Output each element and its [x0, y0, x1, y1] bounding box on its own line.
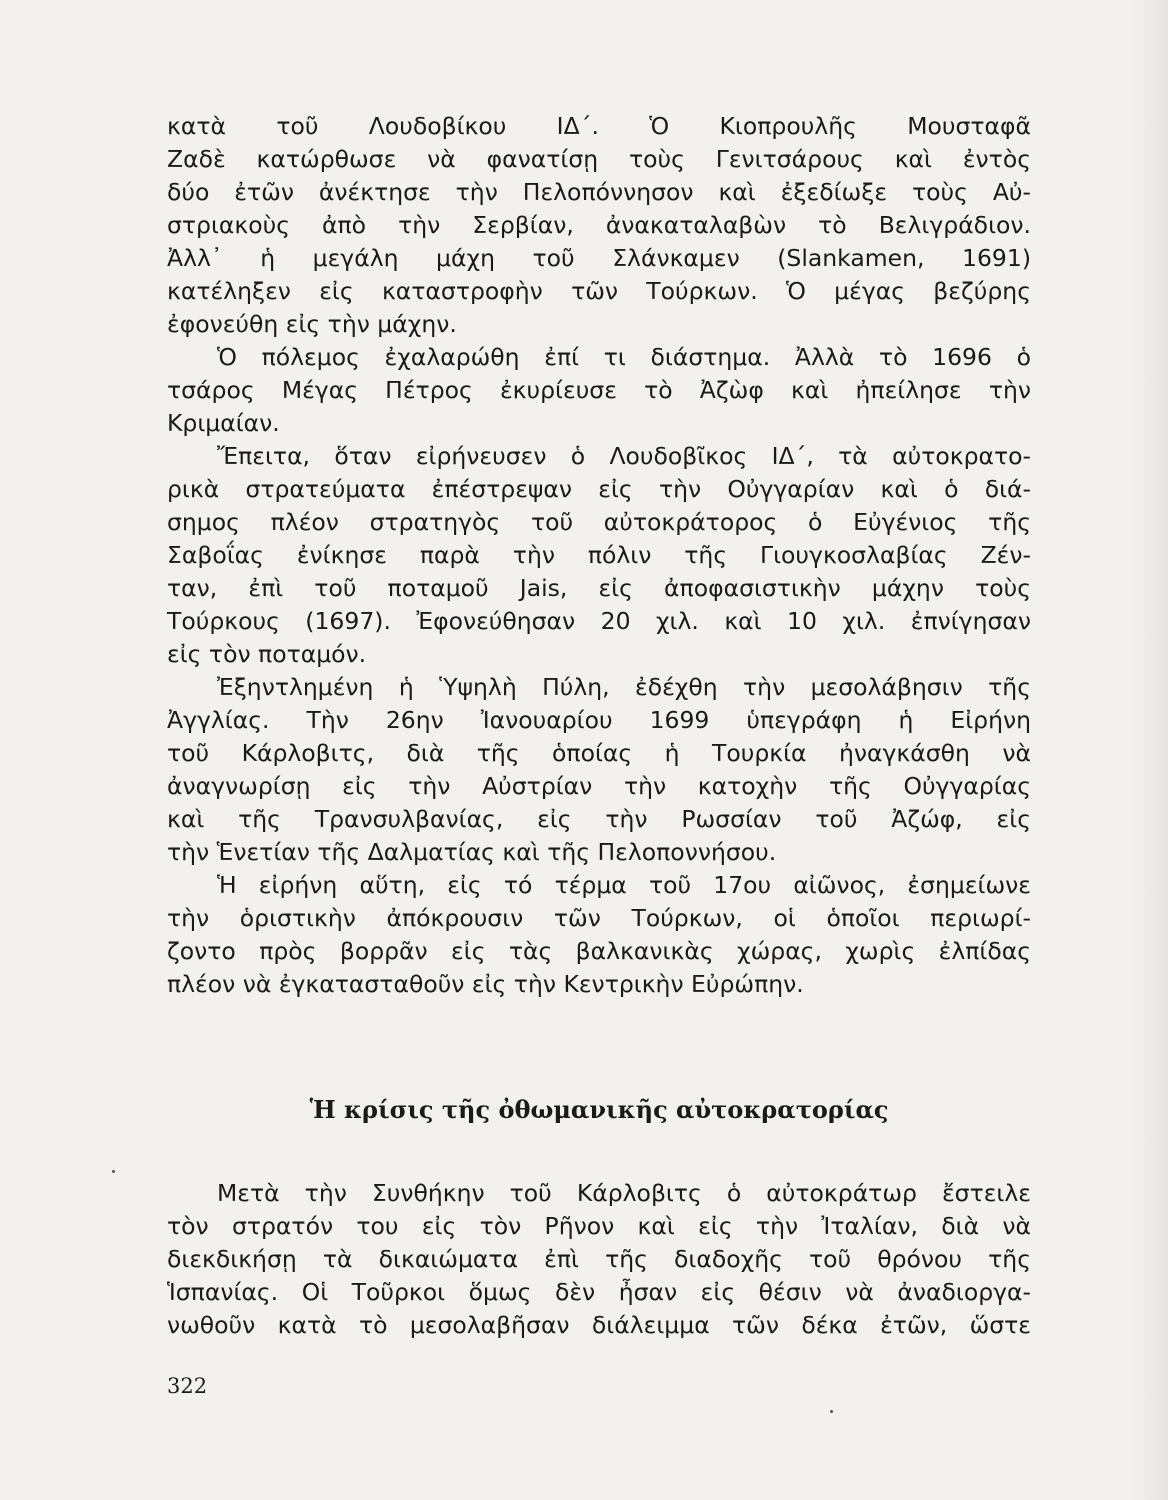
text-line: ἀναγνωρίσῃ εἰς τὴν Αὐστρίαν τὴν κατοχὴν τῆς Οὐγγαρίας [167, 772, 1031, 800]
speck-mark [830, 1410, 833, 1413]
page-number: 322 [167, 1374, 208, 1398]
text-line: Ἀλλ᾽ ἡ μεγάλη μάχη τοῦ Σλάνκαμεν (Slankamen, 1691) [167, 244, 1031, 272]
text-line: Ἱσπανίας. Οἱ Τοῦρκοι ὅμως δὲν ἦσαν εἰς θέσιν νὰ ἀναδιοργα- [167, 1278, 1031, 1306]
text-line: Ὁ πόλεμος ἐχαλαρώθη ἐπί τι διάστημα. Ἀλλὰ τὸ 1696 ὁ [217, 343, 1031, 371]
text-line: ταν, ἐπὶ τοῦ ποταμοῦ Jais, εἰς ἀποφασιστικὴν μάχην τοὺς [167, 574, 1031, 602]
text-line: καὶ τῆς Τρανσυλβανίας, εἰς τὴν Ρωσσίαν τοῦ Ἀζώφ, εἰς [167, 805, 1031, 833]
text-line: τσάρος Μέγας Πέτρος ἐκυρίευσε τὸ Ἀζὼφ καὶ ἠπείλησε τὴν [167, 376, 1031, 404]
text-line: στριακοὺς ἀπὸ τὴν Σερβίαν, ἀνακαταλαβὼν τὸ Βελιγράδιον. [167, 211, 1031, 239]
text-line: Τούρκους (1697). Ἐφονεύθησαν 20 χιλ. καὶ 10 χιλ. ἐπνίγησαν [167, 607, 1031, 635]
text-line: τὴν ὁριστικὴν ἀπόκρουσιν τῶν Τούρκων, οἱ ὁποῖοι περιωρί- [167, 904, 1031, 932]
text-line: κατέληξεν εἰς καταστροφὴν τῶν Τούρκων. Ὁ μέγας βεζύρης [167, 277, 1031, 305]
text-line: τοῦ Κάρλοβιτς, διὰ τῆς ὁποίας ἡ Τουρκία ἠναγκάσθη νὰ [167, 739, 1031, 767]
body-text-bottom [167, 1177, 1031, 1342]
text-line: Μετὰ τὴν Συνθήκην τοῦ Κάρλοβιτς ὁ αὐτοκράτωρ ἔστειλε [217, 1179, 1031, 1207]
section-heading: Ἡ κρίσις τῆς ὀθωμανικῆς αὐτοκρατορίας [309, 1095, 889, 1124]
text-line: διεκδικήσῃ τὰ δικαιώματα ἐπὶ τῆς διαδοχῆς τοῦ θρόνου τῆς [167, 1245, 1031, 1273]
text-line: τὸν στρατόν του εἰς τὸν Ρῆνον καὶ εἰς τὴν Ἰταλίαν, διὰ νὰ [167, 1212, 1031, 1240]
text-line: Κριμαίαν. [167, 409, 280, 437]
text-line: Ζαδὲ κατώρθωσε νὰ φανατίσῃ τοὺς Γενιτσάρους καὶ ἐντὸς [167, 145, 1031, 173]
text-line: Σαβοΐας ἐνίκησε παρὰ τὴν πόλιν τῆς Γιουγκοσλαβίας Ζέν- [167, 541, 1031, 569]
text-line: νωθοῦν κατὰ τὸ μεσολαβῆσαν διάλειμμα τῶν δέκα ἐτῶν, ὥστε [167, 1311, 1031, 1339]
text-line: σημος πλέον στρατηγὸς τοῦ αὐτοκράτορος ὁ Εὐγένιος τῆς [167, 508, 1031, 536]
text-line: πλέον νὰ ἐγκατασταθοῦν εἰς τὴν Κεντρικὴν Εὐρώπην. [167, 970, 804, 998]
text-line: κατὰ τοῦ Λουδοβίκου ΙΔ΄. Ὁ Κιοπρουλῆς Μουσταφᾶ [167, 112, 1031, 140]
page-edge-shadow [1132, 0, 1168, 1500]
text-line: εἰς τὸν ποταμόν. [167, 640, 367, 668]
text-line: Ἀγγλίας. Τὴν 26ην Ἰανουαρίου 1699 ὑπεγράφη ἡ Εἰρήνη [167, 706, 1031, 734]
text-line: ρικὰ στρατεύματα ἐπέστρεψαν εἰς τὴν Οὐγγαρίαν καὶ ὁ διά- [167, 475, 1031, 503]
text-line: Ἔπειτα, ὅταν εἰρήνευσεν ὁ Λουδοβῖκος ΙΔ΄, τὰ αὐτοκρατο- [217, 442, 1031, 470]
text-line: Ἡ εἰρήνη αὕτη, εἰς τό τέρμα τοῦ 17ου αἰῶνος, ἐσημείωνε [217, 871, 1031, 899]
text-line: ζοντο πρὸς βορρᾶν εἰς τὰς βαλκανικὰς χώρας, χωρὶς ἐλπίδας [167, 937, 1031, 965]
text-line: ἐφονεύθη εἰς τὴν μάχην. [167, 310, 457, 338]
text-line: τὴν Ἑνετίαν τῆς Δαλματίας καὶ τῆς Πελοποννήσου. [167, 838, 777, 866]
speck-mark [112, 1170, 115, 1173]
text-line: Ἐξηντλημένη ἡ Ὑψηλὴ Πύλη, ἐδέχθη τὴν μεσολάβησιν τῆς [217, 673, 1031, 701]
text-line: δύο ἐτῶν ἀνέκτησε τὴν Πελοπόννησον καὶ ἐξεδίωξε τοὺς Αὐ- [167, 178, 1031, 206]
body-text-top [167, 110, 1031, 1001]
